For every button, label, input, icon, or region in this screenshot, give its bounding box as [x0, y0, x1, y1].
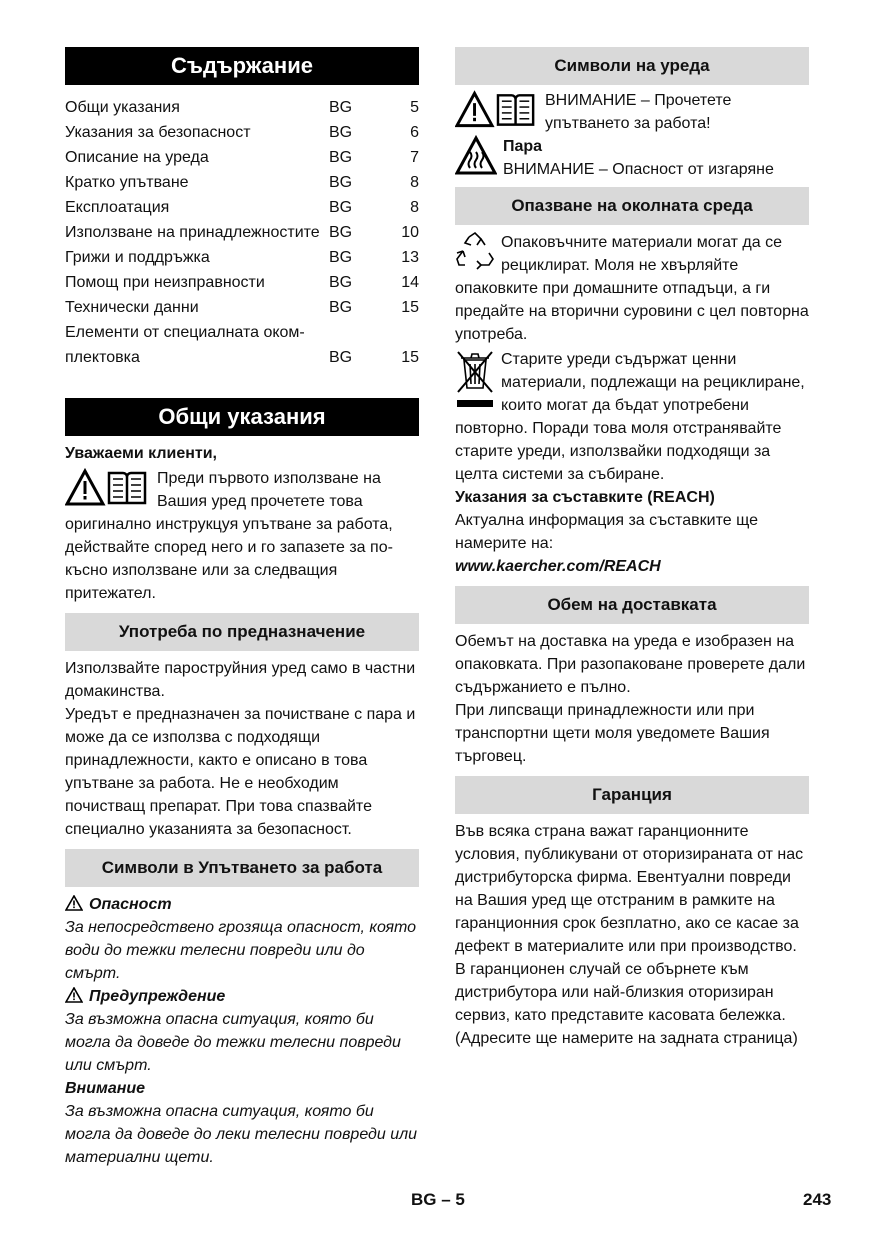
left-column	[65, 47, 419, 1169]
toc-title: Технически данни	[65, 299, 199, 316]
toc-lang: BG	[329, 349, 353, 366]
toc-title: Използване на принадлежностите	[65, 224, 320, 241]
toc-page: 5	[410, 99, 419, 116]
toc-lang: BG	[329, 299, 353, 316]
toc-page: 10	[401, 224, 419, 241]
toc-page: 8	[410, 199, 419, 216]
danger-text: За непосредствено грозяща опасност, която води до тежки телесни повреди или до смърт.	[65, 919, 417, 982]
footer-page-number: 243	[803, 1190, 832, 1209]
warning-manual-icon	[65, 467, 151, 507]
warranty-heading: Гаранция	[455, 776, 809, 814]
toc-row[interactable]	[65, 245, 419, 270]
read-manual-row	[455, 89, 809, 135]
scope-heading: Обем на доставката	[455, 586, 809, 624]
toc-title: Описание на уреда	[65, 149, 209, 166]
recycle-text: Опаковъчните материали могат да се рециклират. Моля не хвърляйте опаковките при домашните отпадъци, а ги предайте на вторични суровини с цел повторна употреба.	[455, 234, 809, 343]
danger-label: Опасност	[89, 896, 172, 913]
toc-row[interactable]	[65, 95, 419, 120]
crossed-bin-icon	[455, 348, 495, 410]
intended-use-p2: Уредът е предназначен за почистване с пара и може да се използва с подходящи принадлежности, както е описано в това упътване за работа. Не е необходим почистващ препарат. При това спазвайте специално указанията за безопасност.	[65, 706, 416, 838]
danger-label-line	[65, 893, 419, 916]
toc-row[interactable]	[65, 145, 419, 170]
read-manual-text: ВНИМАНИЕ – Прочетете упътването за работа!	[545, 92, 732, 132]
toc-page: 14	[401, 274, 419, 291]
toc-lang: BG	[329, 249, 353, 266]
hot-steam-icon	[455, 135, 497, 175]
scope-p2: При липсващи принадлежности или при транспортни щети моля уведомете Вашия търговец.	[455, 702, 770, 765]
steam-row	[455, 135, 809, 181]
intended-use-heading: Употреба по предназначение	[65, 613, 419, 651]
toc-title: Помощ при неизправности	[65, 274, 265, 291]
warranty-text: Във всяка страна важат гаранционните условия, публикувани от оторизираната от нас дистрибуторска фирма. Евентуални повреди на Вашия уред ще отстраним в рамките на гаранционния срок безплатно, ако се касае за дефект в материалите или при производство. В гаранционен случай се обърнете към дистрибутора или най-близкия оторизиран сервиз, като представите касовата бележка. (Адресите ще намерите на задната страница)	[455, 823, 804, 1047]
toc-lang: BG	[329, 174, 353, 191]
toc-page: 15	[401, 299, 419, 316]
toc-row[interactable]	[65, 270, 419, 295]
recycle-block	[455, 231, 809, 346]
toc-title: Кратко упътване	[65, 174, 189, 191]
toc-lang: BG	[329, 124, 353, 141]
toc-title: Грижи и поддръжка	[65, 249, 210, 266]
toc-page: 13	[401, 249, 419, 266]
environment-heading: Опазване на околната среда	[455, 187, 809, 225]
toc-lang: BG	[329, 99, 353, 116]
caution-label: Внимание	[65, 1080, 146, 1097]
danger-icon	[65, 895, 83, 911]
caution-text: За възможна опасна ситуация, която би могла да доведе до леки телесни повреди или материални щети.	[65, 1103, 418, 1166]
toc-title: Експлоатация	[65, 199, 170, 216]
toc-page: 15	[401, 349, 419, 366]
toc-row[interactable]	[65, 320, 419, 370]
footer-lang-page: BG – 5	[411, 1190, 465, 1209]
toc-lang: BG	[329, 149, 353, 166]
weee-block	[455, 348, 809, 486]
toc-lang: BG	[329, 274, 353, 291]
toc-row[interactable]	[65, 170, 419, 195]
salutation: Уважаеми клиенти,	[65, 445, 217, 462]
toc-page: 7	[410, 149, 419, 166]
warning-icon	[65, 987, 83, 1003]
recycle-icon	[455, 231, 495, 271]
toc-title: Общи указания	[65, 99, 180, 116]
reach-heading: Указания за съставките (REACH)	[455, 489, 715, 506]
toc-heading: Съдържание	[65, 47, 419, 85]
toc-row[interactable]	[65, 295, 419, 320]
warning-label: Предупреждение	[89, 988, 226, 1005]
toc-row[interactable]	[65, 195, 419, 220]
intended-use-p1: Използвайте пароструйния уред само в частни домакинства.	[65, 660, 416, 700]
toc-lang: BG	[329, 224, 353, 241]
right-column	[455, 47, 809, 1050]
table-of-contents	[65, 95, 419, 370]
general-text: Преди първото използване на Вашия уред прочетете това оригинално инструкцуя упътване за работа, действайте според него и го запазете за по-късно използване или за следващия притежател.	[65, 470, 393, 602]
toc-row[interactable]	[65, 120, 419, 145]
reach-link[interactable]: www.kaercher.com/REACH	[455, 558, 661, 575]
steam-text: ВНИМАНИЕ – Опасност от изгаряне	[503, 161, 774, 178]
weee-text: Старите уреди съдържат ценни материали, подлежащи на рециклиране, които могат да бъдат употребени повторно. Поради това моля отстранявайте старите уреди, използвайки подходящи за целта системи за събиране.	[455, 351, 805, 483]
scope-p1: Обемът на доставка на уреда е изобразен на опаковката. При разопаковане проверете дали съдържанието е пълно.	[455, 633, 806, 696]
general-block	[65, 467, 419, 605]
toc-lang: BG	[329, 199, 353, 216]
toc-page: 8	[410, 174, 419, 191]
toc-title: Указания за безопасност	[65, 124, 251, 141]
toc-row[interactable]	[65, 220, 419, 245]
warning-label-line	[65, 985, 419, 1008]
device-symbols-heading: Символи на уреда	[455, 47, 809, 85]
warning-manual-icon	[455, 89, 539, 129]
warning-text: За възможна опасна ситуация, която би могла да доведе до тежки телесни повреди или смърт.	[65, 1011, 401, 1074]
general-heading: Общи указания	[65, 398, 419, 436]
manual-symbols-heading: Символи в Упътването за работа	[65, 849, 419, 887]
toc-title: Елементи от специалната оком- плектовка	[65, 324, 305, 366]
steam-label: Пара	[503, 138, 543, 155]
reach-text: Актуална информация за съставките ще намерите на:	[455, 512, 758, 552]
toc-page: 6	[410, 124, 419, 141]
